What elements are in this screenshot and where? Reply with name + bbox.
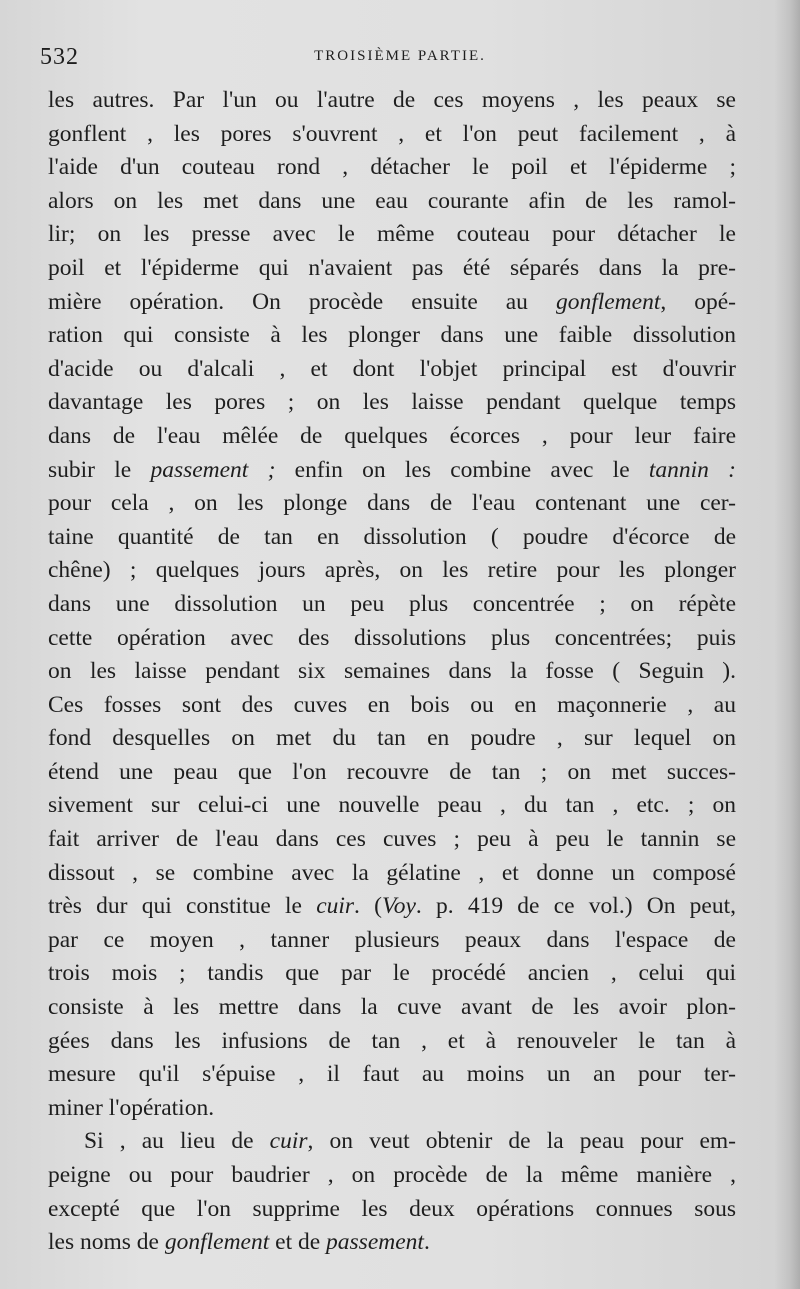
- text-line: lir; on les presse avec le même couteau pour détacher le: [48, 221, 736, 248]
- text-line: consiste à les mettre dans la cuve avant de les avoir plon-: [48, 994, 736, 1021]
- text-segment: , on veut obtenir de la peau pour em-: [307, 1128, 736, 1155]
- text-line: chêne) ; quelques jours après, on les retire pour les plonger: [48, 557, 736, 584]
- page-number: 532: [40, 44, 79, 70]
- text-line: dans une dissolution un peu plus concentrée ; on répète: [48, 590, 736, 617]
- text-line: gées dans les infusions de tan , et à renouveler le tan à: [48, 1027, 736, 1054]
- text-line: fond desquelles on met du tan en poudre , sur lequel on: [48, 725, 736, 752]
- italic-term: passement ;: [150, 456, 276, 483]
- text-line: [48, 1125, 736, 1159]
- text-line: d'acide ou d'alcali , et dont l'objet principal est d'ouvrir: [48, 355, 736, 382]
- text-line: [48, 286, 736, 320]
- text-segment: et de: [269, 1229, 327, 1256]
- text-segment: très dur qui constitue le: [48, 893, 317, 920]
- italic-term: gonflement: [164, 1229, 270, 1256]
- text-line: par ce moyen , tanner plusieurs peaux dans l'espace de: [48, 926, 736, 953]
- text-line: l'aide d'un couteau rond , détacher le poil et l'épiderme ;: [48, 154, 736, 181]
- text-line: taine quantité de tan en dissolution ( poudre d'écorce de: [48, 523, 736, 550]
- text-segment: enfin on les combine avec le: [275, 456, 649, 483]
- text-line: trois mois ; tandis que par le procédé ancien , celui qui: [48, 960, 736, 987]
- text-segment: . (: [354, 893, 382, 920]
- text-line: cette opération avec des dissolutions plus concentrées; puis: [48, 624, 736, 651]
- text-line: étend une peau que l'on recouvre de tan ; on met succes-: [48, 758, 736, 785]
- page-edge-shadow: [774, 0, 800, 1289]
- body-text: [48, 84, 736, 1260]
- text-line: pour cela , on les plonge dans de l'eau contenant une cer-: [48, 490, 736, 517]
- text-line: ration qui consiste à les plonger dans une faible dissolution: [48, 322, 736, 349]
- page-header: [40, 44, 760, 76]
- text-line: sivement sur celui-ci une nouvelle peau , du tan , etc. ; on: [48, 792, 736, 819]
- italic-term: tannin :: [648, 456, 736, 483]
- text-line: dans de l'eau mêlée de quelques écorces , pour leur faire: [48, 422, 736, 449]
- text-line: poil et l'épiderme qui n'avaient pas été séparés dans la pre-: [48, 254, 736, 281]
- text-line: fait arriver de l'eau dans ces cuves ; peu à peu le tannin se: [48, 826, 736, 853]
- text-line: les autres. Par l'un ou l'autre de ces moyens , les peaux se: [48, 87, 736, 113]
- italic-term: Voy: [381, 893, 416, 920]
- text-line: alors on les met dans une eau courante afin de les ramol-: [48, 187, 736, 214]
- text-line: [48, 454, 736, 488]
- text-line: peigne ou pour baudrier , on procède de la même manière ,: [48, 1162, 736, 1188]
- text-segment: . p. 419 de ce vol.) On peut,: [415, 893, 737, 920]
- italic-term: gonflement: [555, 288, 661, 315]
- italic-term: cuir: [269, 1128, 308, 1155]
- text-segment: .: [423, 1229, 430, 1256]
- text-line: gonflent , les pores s'ouvrent , et l'on peut facilement , à: [48, 120, 736, 147]
- text-line: miner l'opération.: [48, 1094, 215, 1121]
- italic-term: cuir: [316, 893, 355, 920]
- running-head: TROISIÈME PARTIE.: [314, 48, 486, 64]
- text-line: dissout , se combine avec la gélatine , et donne un composé: [48, 859, 736, 886]
- text-segment: les noms de: [48, 1229, 165, 1256]
- text-segment: mière opération. On procède ensuite au: [48, 288, 556, 315]
- text-line: [48, 1226, 736, 1260]
- text-segment: , opé-: [660, 288, 736, 315]
- italic-term: passement: [326, 1229, 424, 1256]
- text-line: excepté que l'on supprime les deux opérations connues sous: [48, 1195, 736, 1222]
- text-segment: subir le: [48, 456, 151, 483]
- text-line: mesure qu'il s'épuise , il faut au moins un an pour ter-: [48, 1061, 736, 1088]
- text-line: Ces fosses sont des cuves en bois ou en maçonnerie , au: [48, 691, 736, 718]
- text-line: on les laisse pendant six semaines dans la fosse ( Seguin ).: [48, 658, 736, 685]
- text-line: [48, 890, 736, 924]
- text-line: davantage les pores ; on les laisse pendant quelque temps: [48, 389, 736, 416]
- text-segment: Si , au lieu de: [84, 1128, 270, 1155]
